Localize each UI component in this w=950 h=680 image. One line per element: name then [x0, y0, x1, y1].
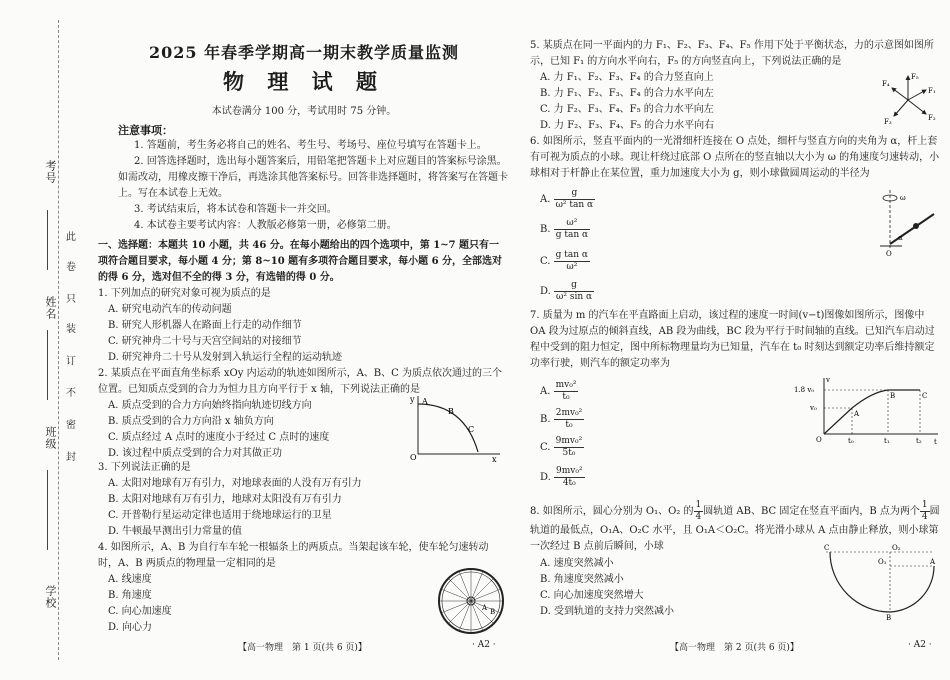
v18-label: 1.8 v₀: [794, 386, 815, 394]
name-label: 姓名: [44, 296, 57, 320]
kaohao-line: [47, 210, 48, 270]
question-stem: 3. 下列说法正确的是: [98, 462, 191, 473]
note-item: 4. 本试卷主要考试内容：人教版必修第一册，必修第二册。: [134, 220, 397, 231]
fraction-numerator: 1: [695, 500, 702, 510]
origin-label: O: [816, 436, 822, 444]
option: D. 牛顿最早测出引力常量的值: [108, 526, 243, 537]
point-a-label: A: [854, 410, 860, 418]
fraction-numerator: mv₀²: [555, 380, 577, 390]
name-line: [47, 330, 48, 400]
q7-vt-graph: [792, 376, 942, 448]
option: D. 受到轨道的支持力突然减小: [540, 606, 675, 617]
option: [540, 436, 584, 459]
option: A. 太阳对地球有万有引力，对地球表面的人没有万有引力: [108, 478, 362, 489]
force-f1-label: F₁: [928, 87, 936, 95]
q5-force-diagram: [878, 70, 942, 130]
option: C. 研究神舟二十号与天宫空间站的对接细节: [108, 336, 302, 347]
fraction-denominator: t₀: [565, 420, 573, 430]
seal-char: 封: [66, 452, 76, 463]
t2-label: t₂: [916, 437, 922, 445]
option-label: C.: [540, 442, 551, 453]
force-f3-label: F₃: [884, 118, 892, 126]
option: A. 力 F₁、F₂、F₃、F₄ 的合力竖直向上: [540, 72, 714, 83]
question-stem: 5. 某质点在同一平面内的力 F₁、F₂、F₃、F₄、F₅ 作用下处于平衡状态，力的示意图如图所示，已知 F₁ 的方向水平向右，F₅ 的方向竖直向上，下列说法正确的是: [530, 40, 934, 67]
option: D. 该过程中质点受到的合力对其做正功: [108, 448, 283, 459]
note-item: 3. 考试结束后，将本试卷和答题卡一并交回。: [134, 204, 337, 215]
exam-info: 本试卷满分 100 分，考试用时 75 分钟。: [211, 106, 397, 117]
option: C. 力 F₂、F₃、F₄、F₅ 的合力水平向左: [540, 104, 714, 115]
option: [540, 408, 584, 431]
point-a-label: A: [422, 397, 428, 406]
page-footer: 【高一物理 第 2 页(共 6 页)】: [670, 643, 799, 653]
question-stem: 2. 某质点在平面直角坐标系 xOy 内运动的轨迹如图所示，A、B、C 为质点依次通过的三个位置。已知质点受到的合力为恒力且方向平行于 x 轴，下列说法正确的是: [98, 368, 502, 395]
axis-y-label: y: [410, 395, 415, 404]
center-o2-label: O₂: [892, 544, 901, 552]
class-line: [47, 470, 48, 550]
subject-title: 物 理 试 题: [223, 69, 385, 94]
axis-v-label: v: [826, 376, 830, 384]
fraction-numerator: g: [554, 280, 594, 292]
option-label: B.: [540, 414, 551, 425]
question-stem: 圆轨道 AB、BC 固定在竖直平面内，B 点为两个: [703, 506, 920, 517]
fraction-denominator: ω² sin α: [556, 292, 593, 302]
v0-label: v₀: [810, 404, 817, 412]
seal-char: 此: [66, 232, 76, 243]
notes-heading: 注意事项：: [118, 124, 173, 137]
option: B. 质点受到的合力方向沿 x 轴负方向: [108, 416, 274, 427]
force-f5-label: F₅: [911, 73, 919, 81]
seal-char: 只: [66, 294, 76, 305]
q6-rod-figure: [870, 188, 942, 258]
fraction-denominator: 4: [921, 512, 928, 522]
notes: [118, 122, 510, 234]
fraction-numerator: ω²: [554, 218, 590, 230]
point-a-label: A: [930, 558, 936, 566]
option: B. 角速度突然减小: [540, 574, 624, 585]
fraction-numerator: 2mv₀²: [555, 408, 583, 418]
left-column: [98, 0, 510, 680]
seal-char: 装: [66, 324, 76, 335]
fraction-numerator: 9mv₀²: [555, 436, 583, 446]
fraction-numerator: 9mv₀²: [556, 466, 583, 476]
axis-t-label: t: [934, 438, 937, 446]
point-c-label: C: [824, 544, 830, 552]
note-item: 1. 答题前，考生务必将自己的姓名、考生号、考场号、座位号填写在答题卡上。: [134, 140, 487, 151]
force-f2-label: F₂: [928, 114, 936, 122]
option: [540, 380, 578, 403]
section-heading: 一、选择题：本题共 10 小题，共 46 分。在每小题给出的四个选项中，第 1~7 题只有一项符合题目要求，每小题 4 分；第 8~10 题有多项符合题目要求，每小题 6 分，全部选对的得 6 分，选对但不全的得 3 分，有选错的得 0 分。: [98, 240, 503, 283]
option-label: A.: [540, 386, 551, 397]
option: C. 质点经过 A 点时的速度小于经过 C 点时的速度: [108, 432, 330, 443]
question-stem: 6. 如图所示，竖直平面内的一光滑细杆连接在 O 点处，细杆与竖直方向的夹角为 α，杆上套有可视为质点的小球。现让杆绕过底部 O 点所在的竖直轴以大小为 ω 的角速度匀速转动，小球相对于杆静止在某位置，重力加速度大小为 g，则小球做圆周运动的半径为: [530, 136, 940, 179]
fraction-numerator: 1: [921, 500, 928, 510]
option: D. 力 F₂、F₃、F₄、F₅ 的合力水平向右: [540, 120, 715, 131]
option: [540, 250, 590, 273]
point-b-label: B: [448, 407, 454, 416]
point-c-label: C: [922, 392, 928, 400]
option: B. 太阳对地球有万有引力，地球对太阳没有万有引力: [108, 494, 342, 505]
exam-title: 2025 年春季学期高一期末教学质量监测: [148, 43, 460, 62]
fraction-denominator: ω² tan α: [555, 200, 594, 210]
option: [540, 218, 590, 241]
seal-line: [58, 20, 59, 660]
seal-char: 不: [66, 388, 76, 399]
point-b-label: B: [490, 608, 496, 616]
right-column: [530, 0, 944, 680]
origin-label: O: [410, 453, 417, 462]
seal-char: 卷: [66, 262, 76, 273]
option-label: D.: [540, 472, 551, 483]
fraction-denominator: ω²: [566, 262, 578, 272]
option: A. 研究电动汽车的传动问题: [108, 304, 232, 315]
option: C. 开普勒行星运动定律也适用于绕地球运行的卫星: [108, 510, 332, 521]
option: [540, 188, 595, 211]
question-stem: 圆轨道的最低点，O₁A、O₂C 水平，且 O₁A＜O₂C。将光滑小球从 A 点由静止释放，则小球第一次经过 B 点前后瞬间，小球: [530, 506, 940, 552]
question-8-options: [530, 556, 830, 620]
fraction-numerator: g: [554, 188, 596, 200]
class-label: 班级: [44, 426, 57, 450]
fraction-denominator: 4: [695, 512, 702, 522]
origin-label: O: [886, 250, 892, 258]
point-b-label: B: [890, 392, 896, 400]
option-label: C.: [540, 256, 551, 267]
option: A. 线速度: [108, 574, 152, 585]
force-f4-label: F₄: [882, 80, 890, 88]
omega-label: ω: [900, 194, 906, 202]
option: [540, 466, 585, 489]
q8-track-figure: [816, 542, 942, 622]
alpha-label: α: [898, 234, 903, 242]
option: C. 向心加速度: [108, 606, 172, 617]
option: [540, 280, 594, 303]
question-1: [98, 286, 506, 366]
question-stem: 7. 质量为 m 的汽车在平直路面上启动，该过程的速度一时间(v−t)图像如图所示，图像中 OA 段为过原点的倾斜直线，AB 段为曲线，BC 段为平行于时间轴的直线。已知汽车启动过程中受到的阻力恒定，图中所标物理量均为已知量，汽车在 t₀ 时刻达到额定功率后维持额定功率行驶，则汽车的额定功率为: [530, 310, 935, 369]
page-footer: 【高一物理 第 1 页(共 6 页)】: [238, 643, 367, 653]
option: B. 力 F₁、F₂、F₃、F₄ 的合力水平向左: [540, 88, 714, 99]
fraction-denominator: g tan α: [555, 230, 589, 240]
page-code: · A2 ·: [908, 640, 932, 650]
option-label: D.: [540, 286, 551, 297]
fraction-denominator: 5t₀: [562, 448, 576, 458]
point-c-label: C: [468, 425, 475, 434]
axis-x-label: x: [492, 455, 497, 462]
option: D. 向心力: [108, 622, 153, 633]
option-label: B.: [540, 224, 551, 235]
kaohao-label: 考号: [44, 160, 57, 184]
question-7: [530, 308, 940, 372]
question-3: [98, 460, 506, 540]
option: A. 速度突然减小: [540, 558, 614, 569]
school-label: 学校: [44, 585, 57, 609]
question-stem: 4. 如图所示，A、B 为自行车车轮一根辐条上的两质点。当架起该车轮，使车轮匀速转动时，A、B 两质点的物理量一定相同的是: [98, 542, 489, 569]
point-a-label: A: [482, 604, 488, 612]
t1-label: t₁: [884, 437, 890, 445]
center-o1-label: O₁: [878, 558, 887, 566]
q4-wheel-figure: [436, 566, 506, 636]
t0-label: t₀: [848, 437, 854, 445]
option: B. 研究人形机器人在路面上行走的动作细节: [108, 320, 302, 331]
page-code: · A2 ·: [472, 640, 496, 650]
question-stem: 1. 下列加点的研究对象可视为质点的是: [98, 288, 271, 299]
option: B. 角速度: [108, 590, 152, 601]
point-b-label: B: [886, 614, 892, 622]
seal-char: 订: [66, 356, 76, 367]
option: C. 向心加速度突然增大: [540, 590, 644, 601]
option: D. 研究神舟二十号从发射到入轨运行全程的运动轨迹: [108, 352, 343, 363]
question-stem: 8. 如图所示，圆心分别为 O₁、O₂ 的: [530, 506, 694, 517]
option: A. 质点受到的合力方向始终指向轨迹切线方向: [108, 400, 312, 411]
binding-strip: [0, 0, 92, 680]
fraction-numerator: g tan α: [555, 250, 589, 260]
fraction-denominator: t₀: [562, 392, 570, 402]
fraction-denominator: 4t₀: [562, 478, 576, 488]
seal-char: 密: [66, 420, 76, 431]
option-label: A.: [540, 194, 551, 205]
q2-trajectory-figure: [404, 392, 504, 462]
question-6: [530, 134, 940, 182]
note-item: 2. 回答选择题时，选出每小题答案后，用铅笔把答题卡上对应题目的答案标号涂黑。如需改动，用橡皮擦干净后，再选涂其他答案标号。回答非选择题时，将答案写在答题卡上。写在本试卷上无效。: [118, 156, 508, 199]
